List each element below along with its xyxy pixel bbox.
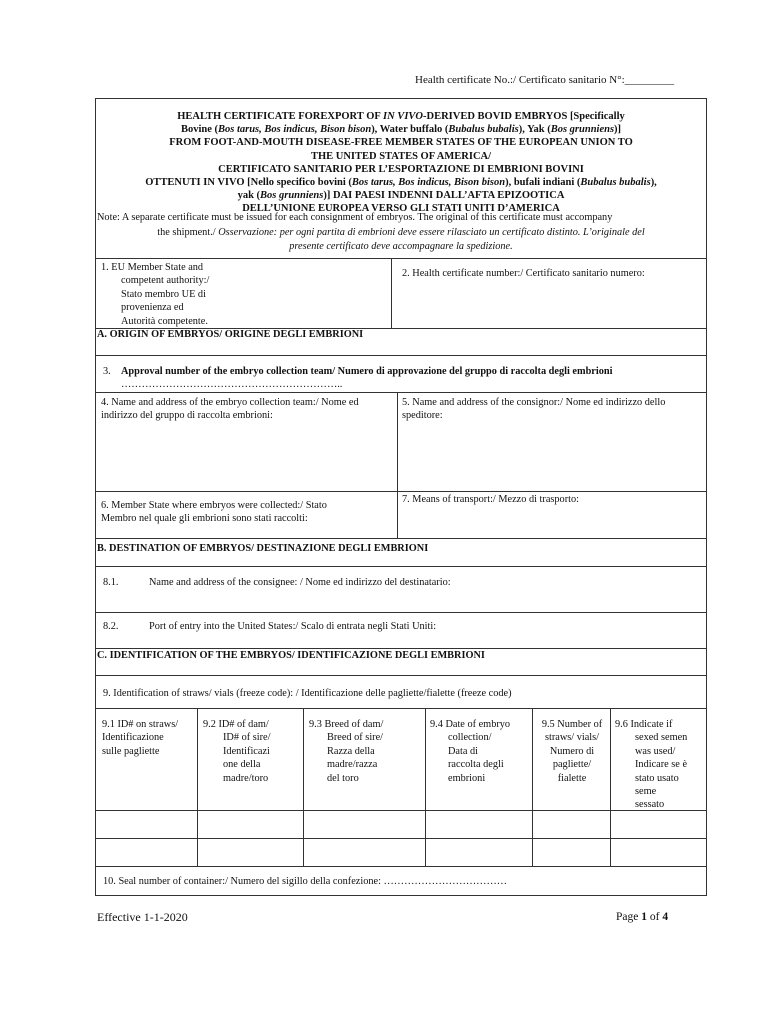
section-c-heading: C. IDENTIFICATION OF THE EMBRYOS/ IDENTIFICAZIONE DEGLI EMBRIONI — [97, 650, 485, 661]
table-header-9-5: 9.5 Number of straws/ vials/ Numero di pagliette/ fialette — [541, 719, 603, 784]
table-header-9-1: 9.1 ID# on straws/ Identificazione sulle pagliette — [102, 719, 179, 757]
field-8-2-label: 8.2. — [103, 621, 119, 632]
field-5-consignor: 5. Name and address of the consignor:/ Nome ed indirizzo dello speditore: — [402, 397, 666, 422]
field-8-2-port-of-entry: Port of entry into the United States:/ Scalo di entrata negli Stati Uniti: — [149, 621, 437, 632]
certificate-note: Note: A separate certificate must be issued for each consignment of embryos. The original of this certificate must accompany the shipment./ Osservazione: per ogni partita di embrioni deve essere rilasciato un certificato distinto. L’originale del presente certificato deve accompagnare la spedizione. — [97, 212, 645, 252]
field-3-approval-number: Approval number of the embryo collection team/ Numero di approvazione del gruppo di raccolta degli embrioni — [121, 366, 613, 377]
field-8-1-label: 8.1. — [103, 577, 119, 588]
field-4-collection-team: 4. Name and address of the embryo collection team:/ Nome ed indirizzo del gruppo di raccolta embrioni: — [101, 397, 359, 422]
section-b-heading: B. DESTINATION OF EMBRYOS/ DESTINAZIONE DEGLI EMBRIONI — [97, 543, 429, 554]
field-7-means-of-transport: 7. Means of transport:/ Mezzo di trasporto: — [402, 494, 580, 505]
field-3-label: 3. — [103, 366, 111, 377]
table-header-9-3: 9.3 Breed of dam/ Breed of sire/ Razza della madre/razza del toro — [309, 719, 384, 784]
table-header-9-6: 9.6 Indicate if sexed semen was used/ Indicare se è stato usato seme sessato — [615, 719, 688, 811]
field-2-health-certificate-number: 2. Health certificate number:/ Certificato sanitario numero: — [402, 268, 645, 279]
page-number: Page 1 of 4 — [616, 911, 669, 923]
field-3-fill-line: ……………………………………………………….. — [121, 379, 343, 390]
section-a-heading: A. ORIGIN OF EMBRYOS/ ORIGINE DEGLI EMBRIONI — [97, 329, 364, 340]
field-8-1-consignee: Name and address of the consignee: / Nome ed indirizzo del destinatario: — [149, 577, 451, 588]
field-1-member-state: 1. EU Member State and competent authority:/ Stato membro UE di provenienza ed Autorità competente. — [101, 262, 210, 327]
field-9-straw-identification: 9. Identification of straws/ vials (freeze code): / Identificazione delle pagliette/fialette (freeze code) — [103, 688, 512, 699]
field-6-member-state-collected: 6. Member State where embryos were collected:/ Stato Membro nel quale gli embrioni sono stati raccolti: — [101, 500, 327, 525]
table-header-9-4: 9.4 Date of embryo collection/ Data di raccolta degli embrioni — [430, 719, 511, 784]
certificate-number-header: Health certificate No.:/ Certificato sanitario N°:_________ — [415, 74, 675, 86]
certificate-title: HEALTH CERTIFICATE FOREXPORT OF IN VIVO-DERIVED BOVID EMBRYOS [Specifically Bovine (Bos tarus, Bos indicus, Bison bison), Water buffalo (Bubalus bubalis), Yak (Bos grunniens)] FROM FOOT-AND-MOUTH DISEASE-FREE MEMBER STATES OF THE EUROPEAN UNION TO THE UNITED STATES OF AMERICA/ CERTIFICATO SANITARIO PER L’ESPORTAZIONE DI EMBRIONI BOVINI OTTENUTI IN VIVO [Nello specifico bovini (Bos tarus, Bos indicus, Bison bison), bufali indiani (Bubalus bubalis), yak (Bos grunniens)] DAI PAESI INDENNI DALL’AFTA EPIZOOTICA DELL’UNIONE EUROPEA VERSO GLI STATI UNITI D’AMERICA — [145, 111, 657, 215]
effective-date: Effective 1-1-2020 — [97, 910, 188, 924]
field-10-seal-number: 10. Seal number of container:/ Numero del sigillo della confezione: ……………………………… — [103, 876, 508, 887]
table-header-9-2: 9.2 ID# of dam/ ID# of sire/ Identificazi one della madre/toro — [203, 719, 271, 784]
